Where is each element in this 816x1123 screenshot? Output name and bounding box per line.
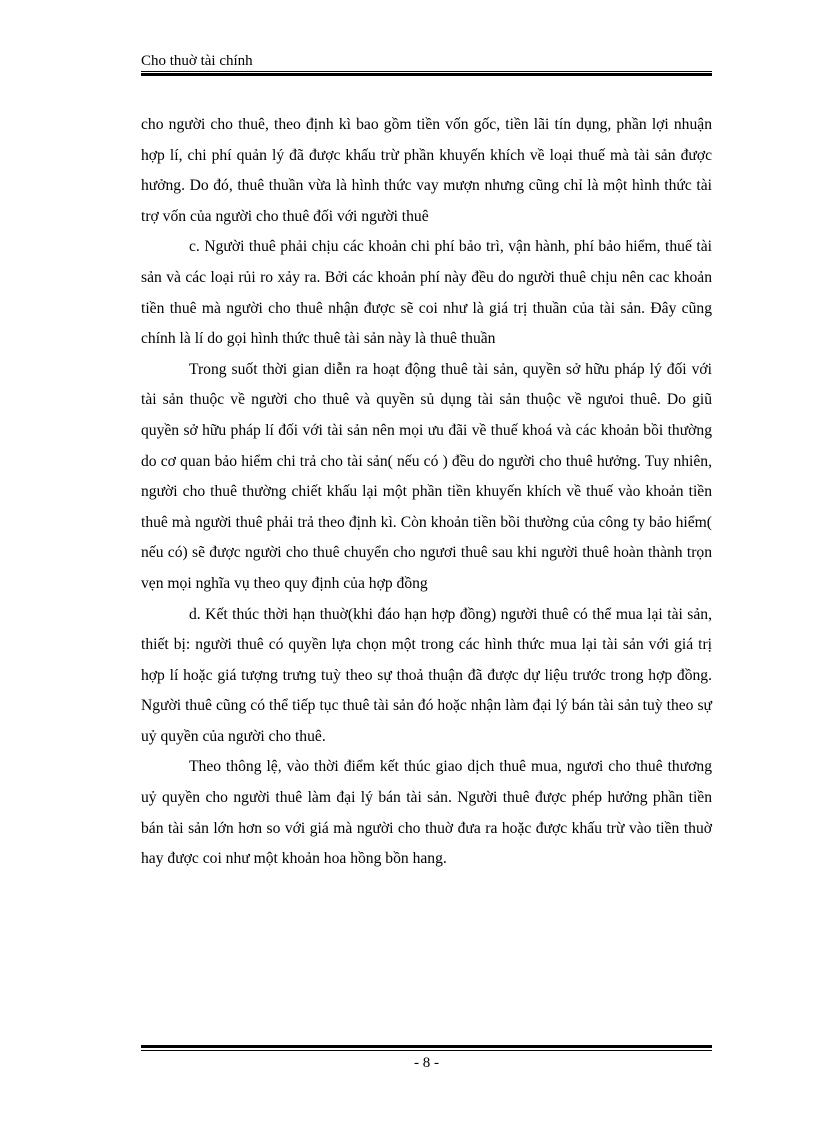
- footer-rule-thick: [141, 1045, 712, 1048]
- paragraph-item-c: c. Người thuê phải chịu các khoản chi phí bảo trì, vận hành, phí bảo hiểm, thuế tài sản và các loại rủi ro xảy ra. Bởi các khoản phí này đều do người thuê chịu nên cac khoản tiền thuê mà người cho thuê nhận được sẽ coi như là giá trị thuần của tài sản. Đây cũng chính là lí do gọi hình thức thuê tài sản này là thuê thuần: [141, 238, 712, 348]
- paragraph-continuation: cho người cho thuê, theo định kì bao gồm tiền vốn gốc, tiền lãi tín dụng, phần lợi nhuận hợp lí, chi phí quản lý đã được khấu trừ phần khuyến khích về loại thuế mà tài sản được hưởng. Do đó, thuê thuần vừa là hình thức vay mượn nhưng cũng chỉ là một hình thức tài trợ vốn của người cho thuê đối với người thuê: [141, 116, 712, 225]
- page-number: - 8 -: [414, 1055, 439, 1071]
- header-rule-thin: [141, 71, 712, 72]
- paragraph-item-d: d. Kết thúc thời hạn thuờ(khi đáo hạn hợp đồng) người thuê có thể mua lại tài sản, thiết bị: người thuê có quyền lựa chọn một trong các hình thức mua lại tài sản với giá trị hợp lí hoặc giá tượng trưng tuỳ theo sự thoả thuận đã được dự liệu trước trong hợp đồng. Người thuê cũng có thể tiếp tục thuê tài sản đó hoặc nhận làm đại lý bán tài sản tuỳ theo sự uỷ quyền của người cho thuê.: [141, 605, 712, 745]
- paragraph-ownership: Trong suốt thời gian diễn ra hoạt động thuê tài sản, quyền sở hữu pháp lý đối với tài sản thuộc về người cho thuê và quyền sủ dụng tài sản thuộc về ngưoi thuê. Do giũ quyền sở hữu pháp lí đối với tài sản nên mọi ưu đãi về thuế khoá và các khoản bồi thường do cơ quan bảo hiểm chi trả cho tài sản( nếu có ) đều do người cho thuê hưởng. Tuy nhiên, người cho thuê thường chiết khấu lại một phần tiền khuyến khích về thuế vào khoản tiền thuê mà người thuê phải trả theo định kì. Còn khoản tiền bồi thường của công ty bảo hiểm( nếu có) sẽ được người cho thuê chuyển cho ngươi thuê sau khi người thuê hoàn thành trọn vẹn mọi nghĩa vụ theo quy định của hợp đồng: [141, 360, 712, 592]
- header-title: Cho thuờ tài chính: [141, 53, 253, 69]
- paragraph-convention: Theo thông lệ, vào thời điểm kết thúc giao dịch thuê mua, ngươi cho thuê thương uỷ quyền cho người thuê làm đại lý bán tài sản. Người thuê được phép hưởng phần tiền bán tài sản lớn hơn so với giá mà người cho thuờ đưa ra hoặc được khấu trừ vào tiền thuờ hay được coi như một khoản hoa hồng bồn hang.: [141, 758, 712, 868]
- header-rule-thick: [141, 73, 712, 76]
- footer-rule-thin: [141, 1050, 712, 1051]
- document-body: [141, 110, 712, 875]
